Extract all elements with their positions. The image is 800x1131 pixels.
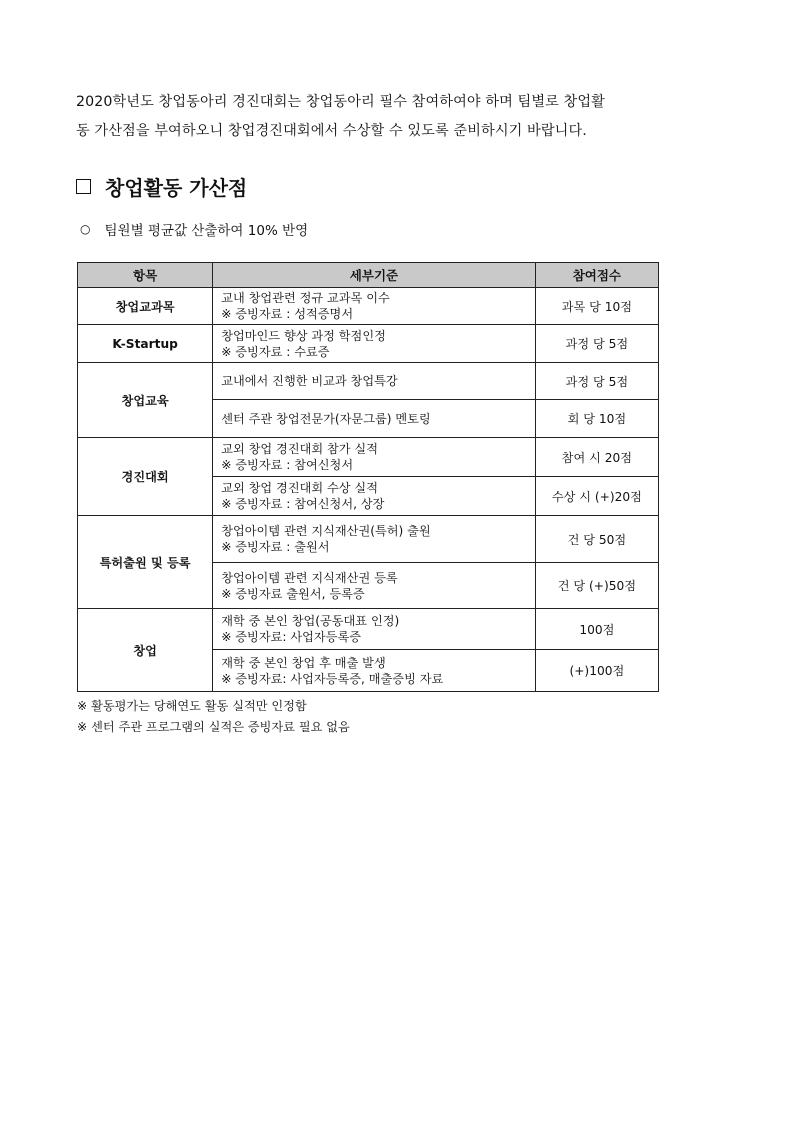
points-cell: 회 당 10점 [535,400,658,438]
detail-line: 창업아이템 관련 지식재산권(특허) 출원 [221,524,431,538]
points-cell: 건 당 50점 [535,516,658,563]
points-cell: 과정 당 5점 [535,325,658,363]
detail-line: 교외 창업 경진대회 수상 실적 [221,481,378,495]
header-category: 항목 [78,263,213,288]
points-cell: 수상 시 (+)20점 [535,477,658,516]
table-row [78,609,659,650]
detail-line: 재학 중 본인 창업(공동대표 인정) [221,614,400,628]
evidence-line: ※ 증빙자료 : 참여신청서 [221,458,354,472]
detail-line: 재학 중 본인 창업 후 매출 발생 [221,655,386,670]
table-row [78,325,659,363]
points-cell: (+)100점 [535,650,658,692]
points-cell: 참여 시 20점 [535,438,658,477]
evidence-line: ※ 증빙자료: 사업자등록증, 매출증빙 자료 [221,671,444,686]
detail-line: 창업아이템 관련 지식재산권 등록 [221,570,398,585]
evidence-line: ※ 증빙자료 : 출원서 [221,540,330,554]
detail-cell [213,609,536,650]
detail-cell [213,516,536,563]
detail-line: 창업마인드 향상 과정 학점인정 [221,328,386,343]
points-cell: 100점 [535,609,658,650]
table-row [78,363,659,400]
checkbox-square-icon [76,179,91,194]
points-cell: 과정 당 5점 [535,363,658,400]
header-detail: 세부기준 [213,263,536,288]
detail-line: 센터 주관 창업전문가(자문그룹) 멘토링 [221,411,431,426]
bullet-item [80,219,308,239]
table-row [78,438,659,477]
detail-cell [213,563,536,609]
detail-cell [213,477,536,516]
detail-line: 교내 창업관련 정규 교과목 이수 [221,291,390,305]
category-cell: 경진대회 [78,438,213,516]
bullet-text: 팀원별 평균값 산출하여 10% 반영 [104,223,309,239]
detail-cell [213,650,536,692]
category-cell: 특허출원 및 등록 [78,516,213,609]
category-cell: 창업 [78,609,213,692]
table-row [78,516,659,563]
section-title: 창업활동 가산점 [105,176,248,200]
circle-bullet-icon: ○ [80,222,91,236]
category-cell: 창업교과목 [78,288,213,325]
table-row [78,288,659,325]
evidence-line: ※ 증빙자료: 사업자등록증 [221,630,362,644]
intro-paragraph [76,88,736,146]
points-cell: 건 당 (+)50점 [535,563,658,609]
points-cell: 과목 당 10점 [535,288,658,325]
intro-line-1: 2020학년도 창업동아리 경진대회는 창업동아리 필수 참여하여야 하며 팀별로 창업활 [76,94,605,110]
section-heading [76,172,247,201]
footnotes [77,696,350,738]
bonus-points-table [77,262,659,692]
detail-cell [213,363,536,400]
detail-cell [213,288,536,325]
detail-cell [213,400,536,438]
detail-cell [213,438,536,477]
table-header-row [78,263,659,288]
evidence-line: ※ 증빙자료 : 참여신청서, 상장 [221,497,385,511]
detail-line: 교내에서 진행한 비교과 창업특강 [221,374,398,388]
footnote: ※ 활동평가는 당해연도 활동 실적만 인정함 [77,699,307,713]
evidence-line: ※ 증빙자료 출원서, 등록증 [221,586,365,601]
evidence-line: ※ 증빙자료 : 성적증명서 [221,307,354,321]
intro-line-2: 동 가산점을 부여하오니 창업경진대회에서 수상할 수 있도록 준비하시기 바랍니다. [76,123,587,139]
detail-line: 교외 창업 경진대회 참가 실적 [221,442,378,456]
detail-cell [213,325,536,363]
evidence-line: ※ 증빙자료 : 수료증 [221,344,330,359]
header-points: 참여점수 [535,263,658,288]
footnote: ※ 센터 주관 프로그램의 실적은 증빙자료 필요 없음 [77,720,350,734]
category-cell: K-Startup [78,325,213,363]
category-cell: 창업교육 [78,363,213,438]
